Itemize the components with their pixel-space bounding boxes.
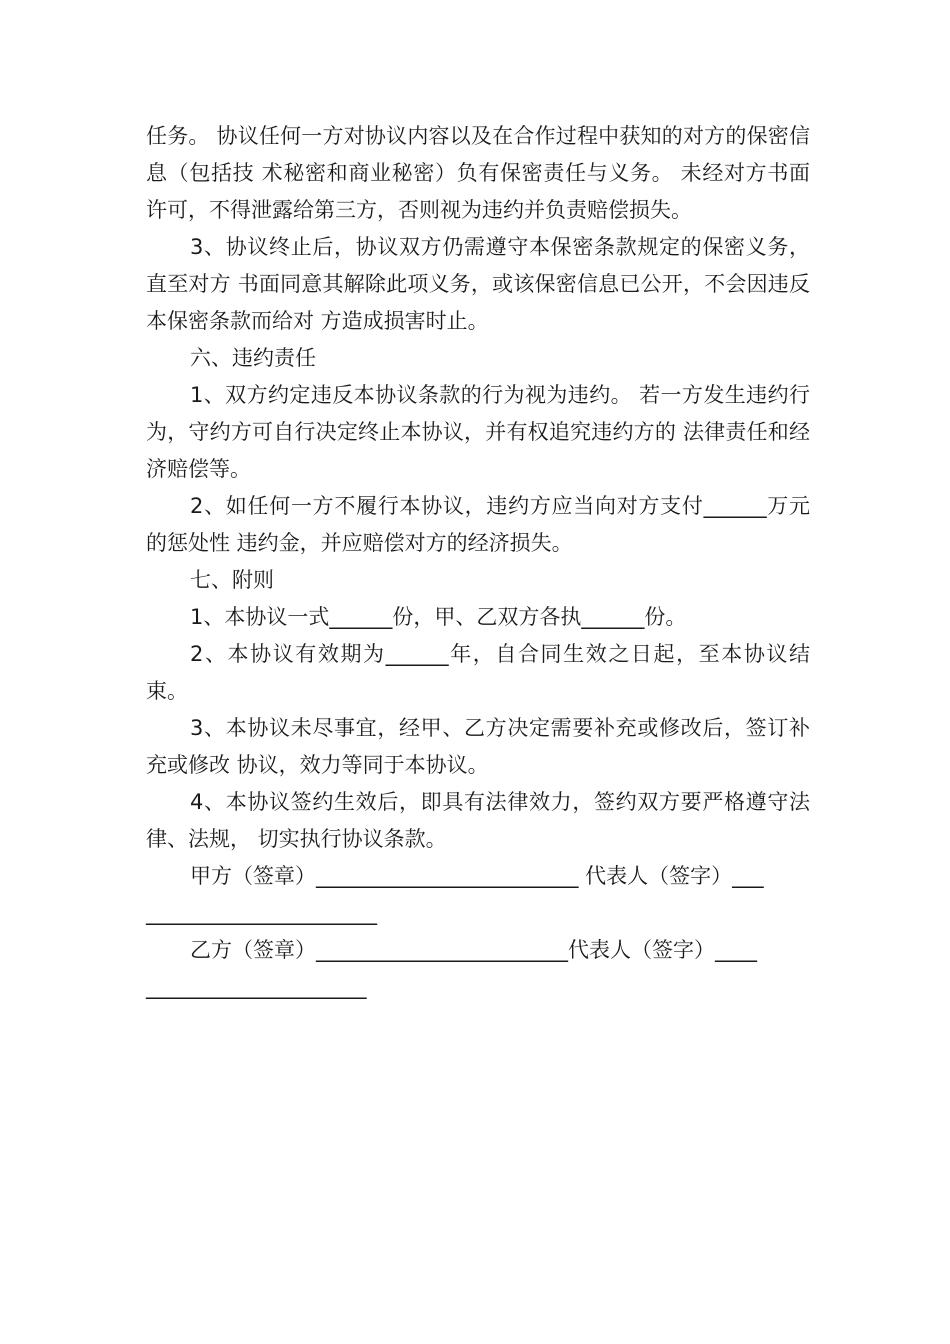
paragraph-supplementary-1: 1、本协议一式______份，甲、乙双方各执______份。 bbox=[190, 605, 687, 629]
paragraph-supplementary-2: 2、本协议有效期为______年，自合同生效之日起，至本协议结束。 bbox=[146, 642, 810, 703]
section-heading-supplementary: 七、附则 bbox=[190, 568, 274, 592]
paragraph-breach-clause-1: 1、双方约定违反本协议条款的行为视为违约。 若一方发生违约行为，守约方可自行决定终止本协议，并有权追究违约方的 法律责任和经济赔偿等。 bbox=[146, 383, 810, 481]
signature-line-party-a: 甲方（签章）_________________________ 代表人（签字）___ ______________________ bbox=[146, 864, 764, 925]
paragraph-confidentiality-continued: 任务。 协议任何一方对协议内容以及在合作过程中获知的对方的保密信息（包括技 术秘密和商业秘密）负有保密责任与义务。 未经对方书面许可，不得泄露给第三方，否则视为违约并负责赔偿损失。 bbox=[146, 124, 810, 222]
paragraph-supplementary-4: 4、本协议签约生效后，即具有法律效力，签约双方要严格遵守法律、法规， 切实执行协议条款。 bbox=[146, 790, 810, 851]
signature-line-party-b: 乙方（签章）________________________代表人（签字）____ _____________________ bbox=[146, 938, 757, 999]
paragraph-supplementary-3: 3、本协议未尽事宜，经甲、乙方决定需要补充或修改后，签订补充或修改 协议，效力等同于本协议。 bbox=[146, 716, 810, 777]
paragraph-breach-clause-2: 2、如任何一方不履行本协议，违约方应当向对方支付______万元的惩处性 违约金，并应赔偿对方的经济损失。 bbox=[146, 494, 810, 555]
paragraph-clause-3: 3、协议终止后，协议双方仍需遵守本保密条款规定的保密义务，直至对方 书面同意其解除此项义务，或该保密信息已公开，不会因违反本保密条款而给对 方造成损害时止。 bbox=[146, 235, 810, 333]
section-heading-breach-liability: 六、违约责任 bbox=[190, 346, 316, 370]
document-body bbox=[146, 118, 810, 1006]
